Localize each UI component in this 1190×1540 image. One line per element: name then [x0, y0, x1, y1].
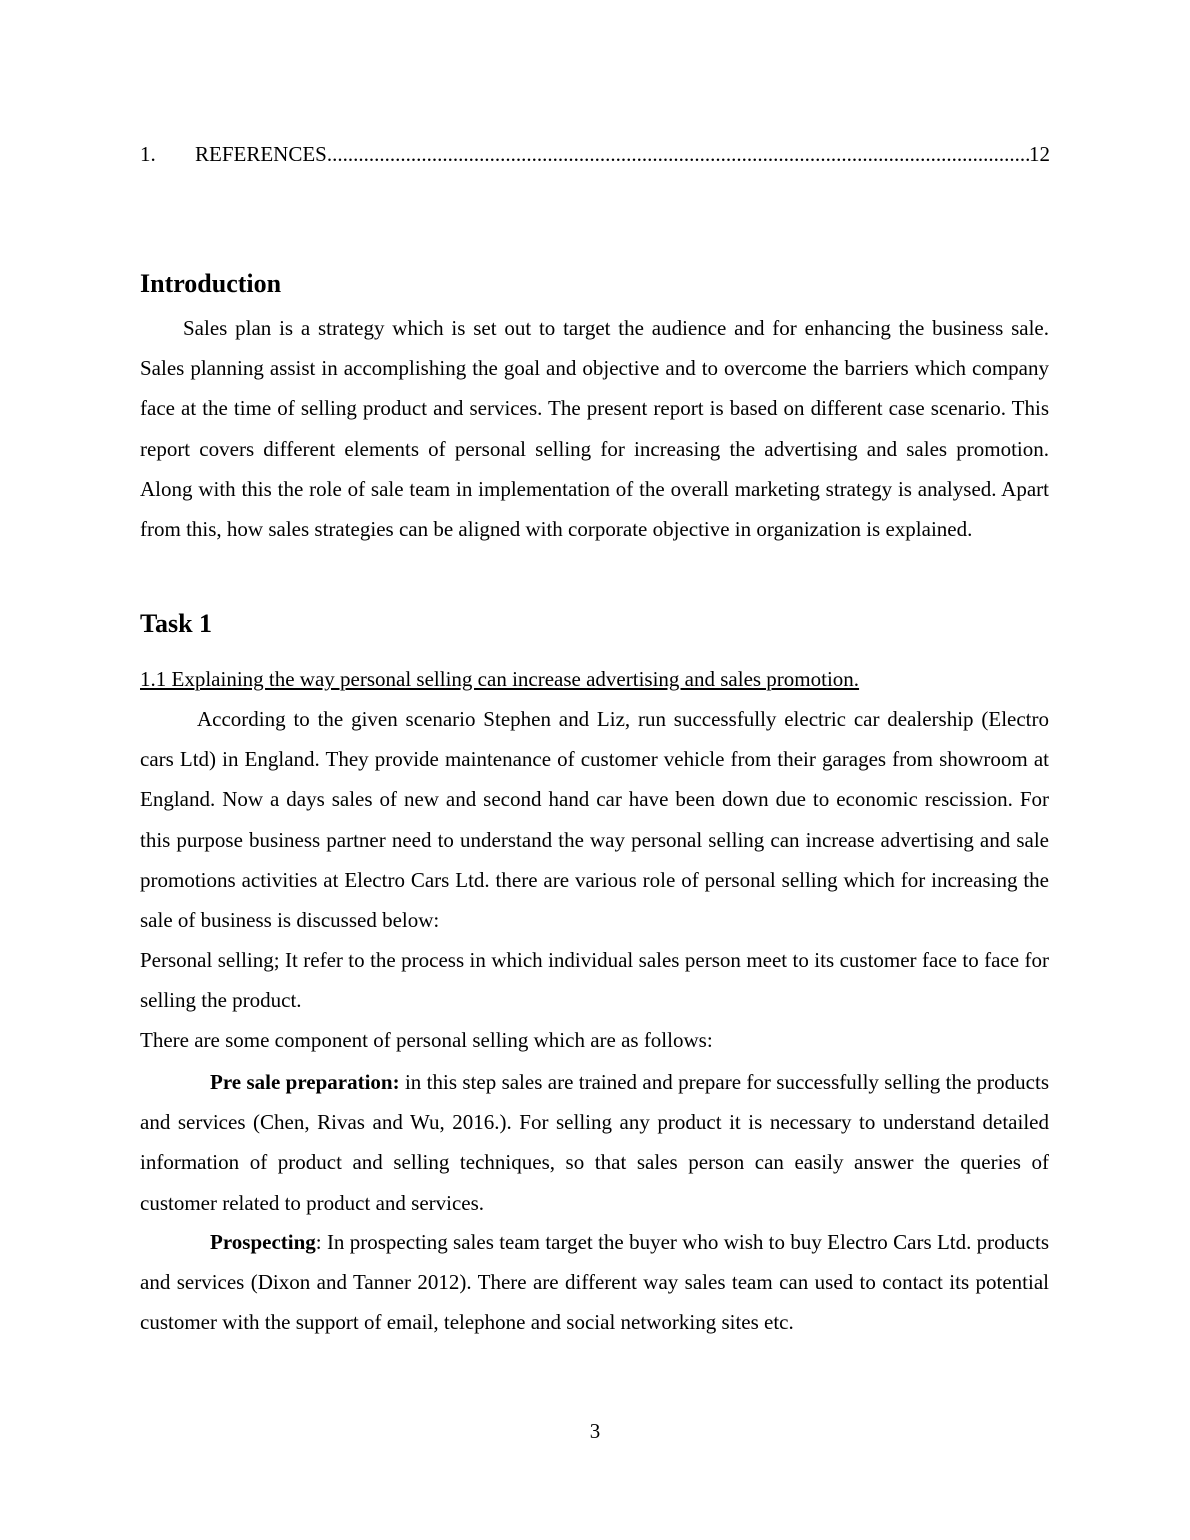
task-1-heading: Task 1 [140, 609, 213, 638]
pre-sale-term: Pre sale preparation: [210, 1070, 400, 1094]
toc-entry-references[interactable] [140, 141, 1050, 167]
toc-entry-page: 12 [1029, 142, 1050, 166]
introduction-paragraph: Sales plan is a strategy which is set out to target the audience and for enhancing the business sale. Sales planning assist in accomplishing the goal and objective and to overcome the barriers which company face at the time of selling product and services. The present report is based on different case scenario. This report covers different elements of personal selling for increasing the advertising and sales promotion. Along with this the role of sale team in implementation of the overall marketing strategy is analysed. Apart from this, how sales strategies can be aligned with corporate objective in organization is explained. [140, 316, 1049, 542]
toc-entry-label: REFERENCES [195, 142, 327, 166]
prospecting-term: Prospecting [210, 1230, 316, 1254]
toc-entry-number: 1. [140, 142, 156, 166]
pre-sale-text: in this step sales are trained and prepare for successfully selling the products and services (Chen, Rivas and Wu, 2016.). For selling any product it is necessary to understand detailed information of product and selling techniques, so that sales person can easily answer the queries of customer related to product and services. [140, 1070, 1049, 1215]
prospecting-paragraph [140, 1222, 1049, 1343]
section-1-1-heading: 1.1 Explaining the way personal selling can increase advertising and sales promotion. [140, 667, 860, 691]
pre-sale-preparation-paragraph [140, 1062, 1049, 1223]
personal-selling-definition: Personal selling; It refer to the process in which individual sales person meet to its customer face to face for selling the product. [140, 948, 1049, 1013]
toc-dot-leader [327, 141, 1029, 167]
prospecting-text: : In prospecting sales team target the buyer who wish to buy Electro Cars Ltd. products and services (Dixon and Tanner 2012). There are different way sales team can used to contact its potential customer with the support of email, telephone and social networking sites etc. [140, 1230, 1049, 1335]
components-intro: There are some component of personal selling which are as follows: [140, 1028, 713, 1052]
scenario-paragraph: According to the given scenario Stephen and Liz, run successfully electric car dealership (Electro cars Ltd) in England. They provide maintenance of customer vehicle from their garages from showroom at England. Now a days sales of new and second hand car have been down due to economic rescission. For this purpose business partner need to understand the way personal selling can increase advertising and sale promotions activities at Electro Cars Ltd. there are various role of personal selling which for increasing the sale of business is discussed below: [140, 707, 1049, 933]
page-number: 3 [589, 1419, 601, 1443]
introduction-heading: Introduction [140, 269, 282, 298]
